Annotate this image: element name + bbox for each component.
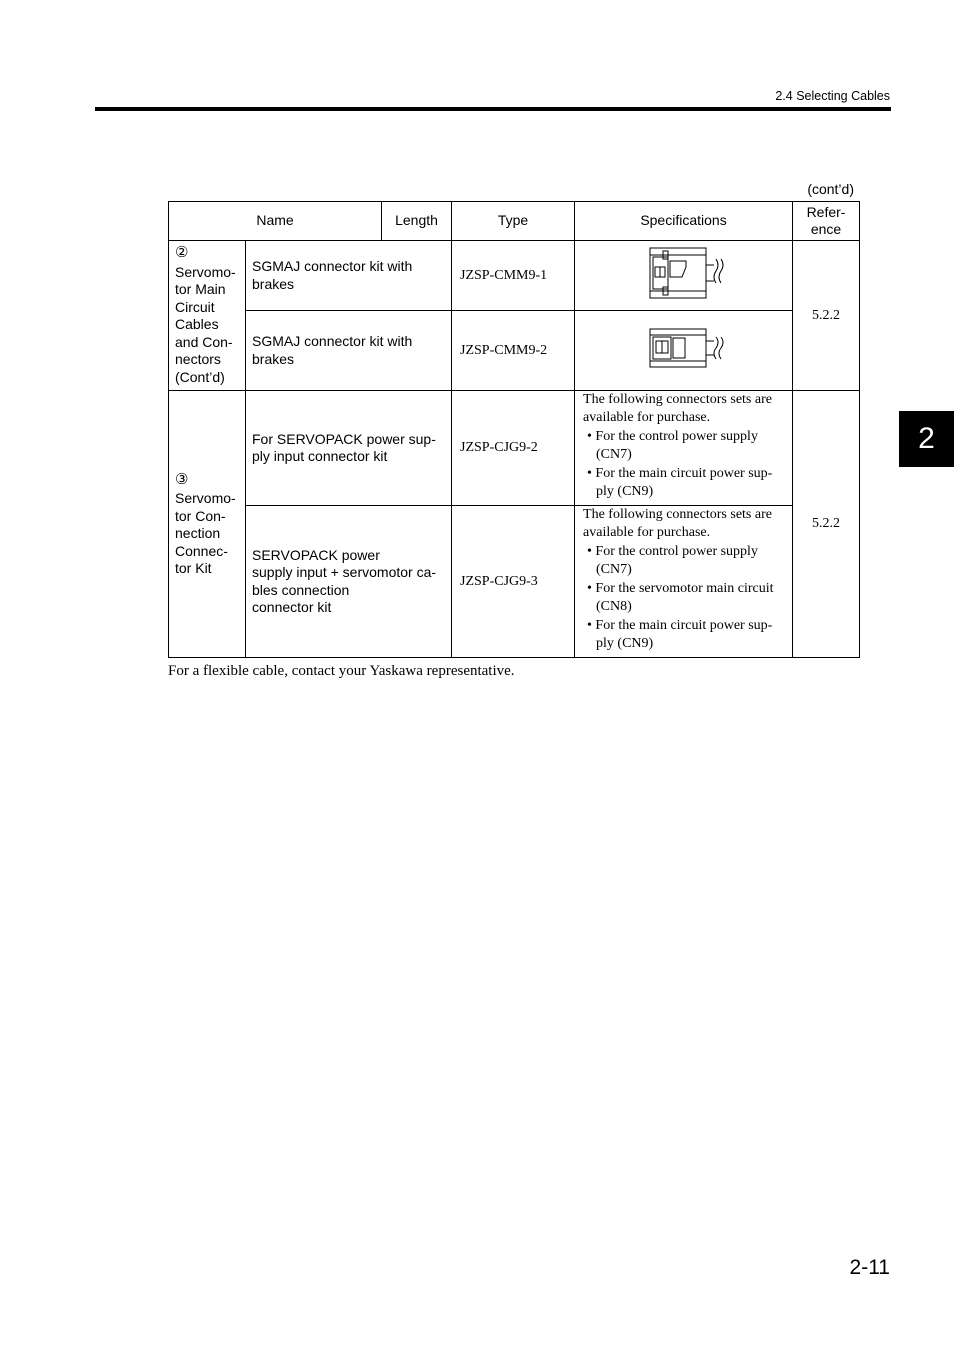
spec-bullet: • For the control power supply (CN7) xyxy=(587,429,758,462)
table-header-row xyxy=(169,202,860,241)
row-type: JZSP-CMM9-1 xyxy=(452,241,575,311)
row-type: JZSP-CJG9-2 xyxy=(452,391,575,506)
spec-bullet-list xyxy=(583,428,784,500)
row-spec-image xyxy=(575,311,793,391)
header-type: Type xyxy=(452,202,575,241)
row-specifications xyxy=(575,391,793,506)
table-row xyxy=(169,311,860,391)
table-row xyxy=(169,241,860,311)
row-specifications xyxy=(575,506,793,658)
page-number: 2-11 xyxy=(849,1256,890,1279)
chapter-tab: 2 xyxy=(899,411,954,467)
group-symbol: ② xyxy=(175,244,189,261)
row-name: For SERVOPACK power sup- ply input connector kit xyxy=(246,391,452,506)
spec-bullet: • For the servomotor main circuit (CN8) xyxy=(587,581,774,614)
continued-label: (cont’d) xyxy=(807,181,854,197)
spec-intro: The following connectors sets are available for purchase. xyxy=(583,507,772,540)
header-length: Length xyxy=(382,202,452,241)
group-label: Servomo- tor Main Circuit Cables and Con- nectors (Cont’d) xyxy=(175,263,236,385)
group-cell-2 xyxy=(169,241,246,391)
cable-spec-table xyxy=(168,201,860,658)
row-name: SGMAJ connector kit with brakes xyxy=(246,311,452,391)
table-row xyxy=(169,391,860,506)
spec-bullet-list xyxy=(583,543,784,652)
spec-intro: The following connectors sets are available for purchase. xyxy=(583,392,772,425)
row-name: SERVOPACK power supply input + servomotor ca- bles connection connector kit xyxy=(246,506,452,658)
group-label: Servomo- tor Con- nection Connec- tor Kit xyxy=(175,490,236,576)
spec-bullet: • For the control power supply (CN7) xyxy=(587,544,758,577)
row-spec-image xyxy=(575,241,793,311)
spec-bullet: • For the main circuit power sup-ply (CN9) xyxy=(587,618,773,651)
running-header: 2.4 Selecting Cables xyxy=(775,89,890,103)
header-name: Name xyxy=(169,202,382,241)
connector-drawing-icon xyxy=(642,245,726,301)
group-cell-3 xyxy=(169,391,246,658)
row-type: JZSP-CJG9-3 xyxy=(452,506,575,658)
table-row xyxy=(169,506,860,658)
connector-drawing-icon xyxy=(642,325,726,371)
row-type: JZSP-CMM9-2 xyxy=(452,311,575,391)
spec-bullet: • For the main circuit power sup-ply (CN9) xyxy=(587,466,773,499)
row-reference: 5.2.2 xyxy=(793,241,860,391)
header-specifications: Specifications xyxy=(575,202,793,241)
footnote: For a flexible cable, contact your Yaskawa representative. xyxy=(168,663,515,679)
header-reference: Refer- ence xyxy=(793,202,860,241)
row-reference: 5.2.2 xyxy=(793,391,860,658)
header-rule xyxy=(95,107,891,111)
row-name: SGMAJ connector kit with brakes xyxy=(246,241,452,311)
group-symbol: ③ xyxy=(175,470,189,488)
